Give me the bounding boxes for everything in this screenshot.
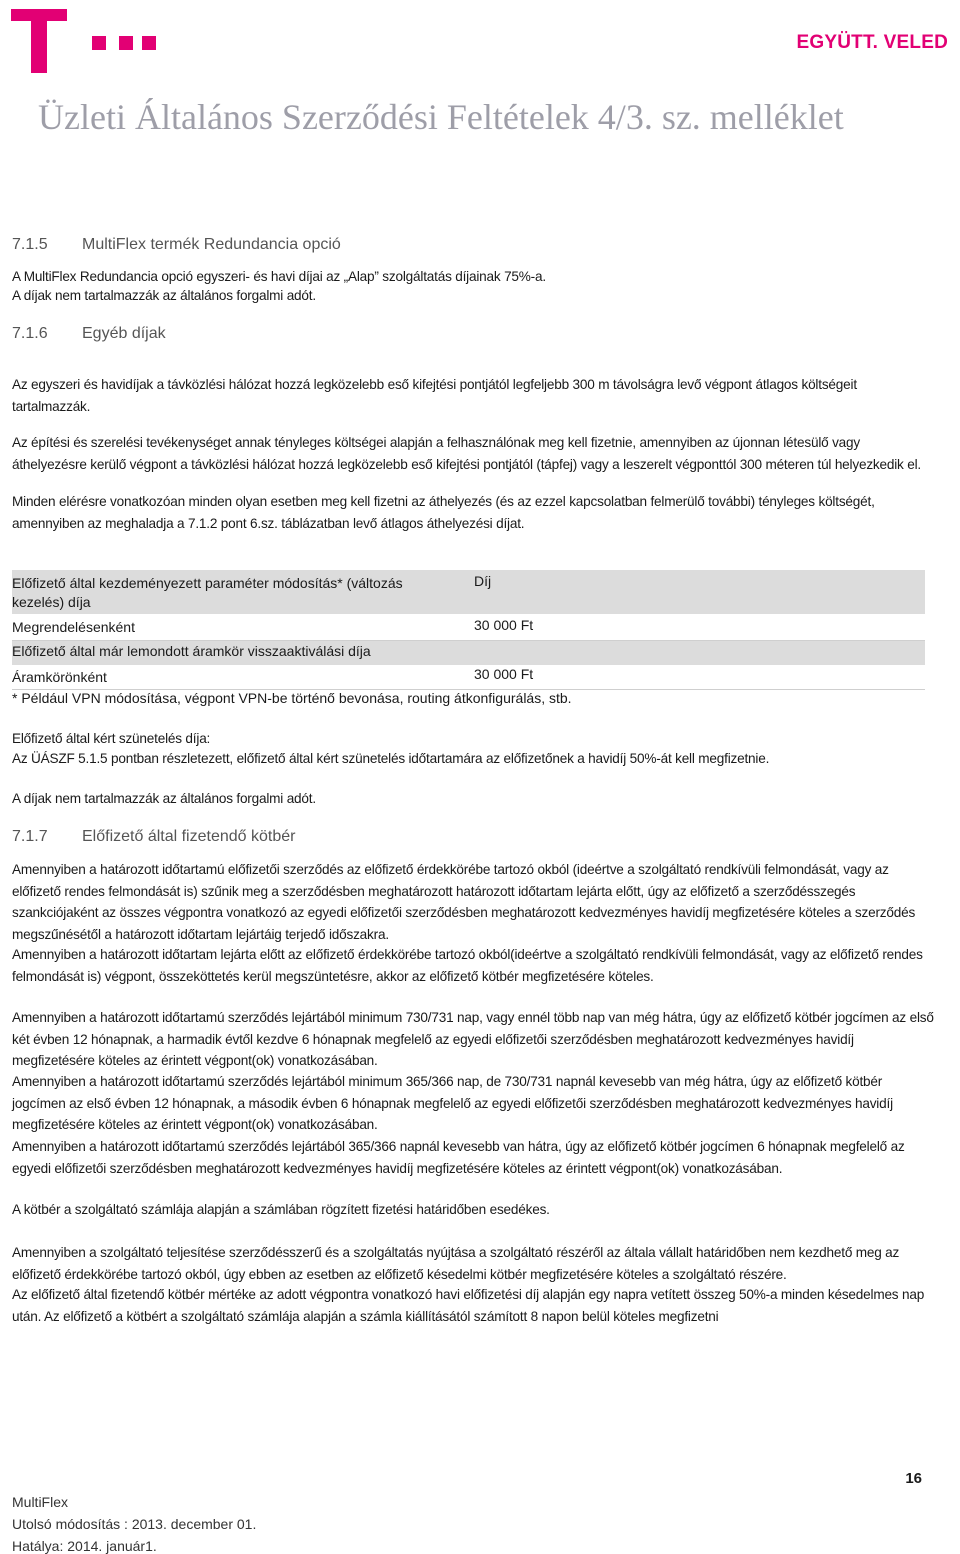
header-line: kezelés) díja xyxy=(12,594,91,610)
footer-modified: Utolsó módosítás : 2013. december 01. xyxy=(12,1516,257,1532)
suspension-title: Előfizető által kért szünetelés díja: xyxy=(12,731,211,746)
header-line: Előfizető által kezdeményezett paraméter módosítás* (változás xyxy=(12,575,403,591)
paragraph: Az előfizető által fizetendő kötbér mértéke az adott végpontra vonatkozó havi előfizetési díj alapján egy napra vetített összeg 50%-a minden késedelmes nap után. Az előfizető a kötbért a szolgáltató számlája alapján a számla kiállításától számított 8 napon belül köteles megfizetni xyxy=(12,1287,925,1324)
brand-slogan: EGYÜTT. VELED xyxy=(796,32,948,53)
logo-square-3 xyxy=(142,36,156,50)
logo-t-stem xyxy=(31,9,47,73)
paragraph: Amennyiben a határozott időtartamú szerződés lejártából minimum 365/366 nap, de 730/731 napnál kevesebb van még hátra, úgy az előfizető kötbér jogcímen az első évben 12 hónapnak, a második évben 6 hónapnak megfelelő az egyedi előfizetői szerződésben meghatározott kedvezményes havidíj megfizetésére köteles az érintett végpont(ok) vonatkozásában. xyxy=(12,1074,893,1132)
row-value: 30 000 Ft xyxy=(474,617,534,633)
document-title: Üzleti Általános Szerződési Feltételek 4/3. sz. melléklet xyxy=(38,97,844,137)
paragraph: Amennyiben a határozott időtartamú szerződés lejártából 365/366 napnál kevesebb van hátra, úgy az előfizető kötbér jogcímen 6 hónapnak megfelelő az egyedi előfizetői szerződésben meghatározott kedvezményes havidíj megfizetésére köteles az érintett végpont(ok) vonatkozásában. xyxy=(12,1139,905,1176)
logo-square-2 xyxy=(119,36,133,50)
paragraph: Amennyiben a határozott időtartamú szerződés lejártából minimum 730/731 nap, vagy ennél több nap van még hátra, úgy az előfizető kötbér jogcímen az első két évben 12 hónapnak, a harmadik évtől kezdve 6 hónapnak megfelelő az egyedi előfizetői szerződésben meghatározott kedvezményes havidíj megfizetésére köteles az érintett végpont(ok) vonatkozásában. xyxy=(12,1010,934,1068)
row-label: Áramkörönként xyxy=(12,669,107,685)
table-header-row xyxy=(12,570,925,614)
paragraph: A kötbér a szolgáltató számlája alapján a számlában rögzített fizetési határidőben esedékes. xyxy=(12,1202,550,1217)
table-header-label xyxy=(12,574,403,612)
telekom-logo xyxy=(11,6,161,76)
section-7-1-5-heading xyxy=(12,236,341,254)
paragraph: Amennyiben a határozott időtartam lejárta előtt az előfizető érdekkörébe tartozó okból(ideértve a szolgáltató rendkívüli felmondását, vagy az előfizető rendes felmondását is) végpont, összeköttetés kerül megszüntetésre, akkor az előfizető kötbér megfizetésére köteles. xyxy=(12,947,923,984)
section-7-1-6-heading xyxy=(12,325,166,343)
page-footer xyxy=(12,1491,256,1554)
table-row xyxy=(12,614,925,640)
section-title: MultiFlex termék Redundancia opció xyxy=(82,236,341,253)
row-label: Megrendelésenként xyxy=(12,619,135,635)
logo-square-1 xyxy=(92,36,106,50)
section-title: Előfizető által fizetendő kötbér xyxy=(82,828,296,845)
suspension-text: Az ÜÁSZF 5.1.5 pontban részletezett, előfizető által kért szünetelés időtartamára az előfizetőnek a havidíj 50%-át kell megfizetnie. xyxy=(12,751,770,766)
footer-effective: Hatálya: 2014. január1. xyxy=(12,1538,157,1554)
section-title: Egyéb díjak xyxy=(82,325,166,342)
paragraph: Amennyiben a szolgáltató teljesítése szerződésszerű és a szolgáltatás nyújtása a szolgáltató részéről az általa vállalt határidőben nem kezdhető meg az előfizető érdekkörébe tartozó okból, úgy ebben az esetben az előfizető késedelmi kötbér megfizetésére köteles a szolgáltató részére. xyxy=(12,1245,900,1282)
table-subheader-row xyxy=(12,641,925,665)
table-footnote: * Például VPN módosítása, végpont VPN-be történő bevonása, routing átkonfigurálás, stb. xyxy=(12,690,572,706)
paragraph: Amennyiben a határozott időtartamú előfizetői szerződés az előfizető érdekkörébe tartozó okból (ideértve a szolgáltató rendkívüli felmondását, vagy az előfizető rendes felmondását is) szűnik meg a szerződésben meghatározott határozott időtartam lejárta előtt, úgy az előfizető a szerződésszegés szankciójaként az összes végpontra vonatkozó az egyedi előfizetői szerződésben meghatározott kedvezményes havidíj megfizetésére köteles a szerződés megszűnésétől a határozott időtartam lejártáig terjedő időszakra. xyxy=(12,862,916,942)
footer-product: MultiFlex xyxy=(12,1494,69,1510)
paragraph: Minden elérésre vonatkozóan minden olyan esetben meg kell fizetni az áthelyezés (és az ezzel kapcsolatban felmerülő további) tényleges költségét, amennyiben az meghaladja a 7.1.2 pont 6.sz. táblázatban levő átlagos áthelyezési díjat. xyxy=(12,494,875,531)
section-number: 7.1.7 xyxy=(12,828,48,845)
row-value: 30 000 Ft xyxy=(474,666,534,682)
table-row xyxy=(12,665,925,689)
subheader-label: Előfizető által már lemondott áramkör visszaaktiválási díja xyxy=(12,643,371,659)
table-header-fee: Díj xyxy=(474,573,492,589)
paragraph: Az építési és szerelési tevékenységet annak tényleges költségei alapján a felhasználónak meg kell fizetnie, amennyiben az újonnan létesülő vagy áthelyezésre kerülő végpont a távközlési hálózat hozzá legközelebb eső kifejtési pontjától (tápfej) vagy a leszerelt végponttól 300 méteren túl helyezkedik el. xyxy=(12,435,921,472)
section-number: 7.1.5 xyxy=(12,236,48,253)
redundancy-fee-text: A MultiFlex Redundancia opció egyszeri- és havi díjai az „Alap” szolgáltatás díjainak 75%-a. xyxy=(12,269,546,284)
page-number: 16 xyxy=(905,1470,922,1487)
section-7-1-7-heading xyxy=(12,828,295,846)
vat-note: A díjak nem tartalmazzák az általános forgalmi adót. xyxy=(12,791,316,806)
vat-note: A díjak nem tartalmazzák az általános forgalmi adót. xyxy=(12,288,316,303)
section-number: 7.1.6 xyxy=(12,325,48,342)
paragraph: Az egyszeri és havidíjak a távközlési hálózat hozzá legközelebb eső kifejtési pontjától legfeljebb 300 m távolságra levő végpont átlagos költségeit tartalmazzák. xyxy=(12,377,857,414)
